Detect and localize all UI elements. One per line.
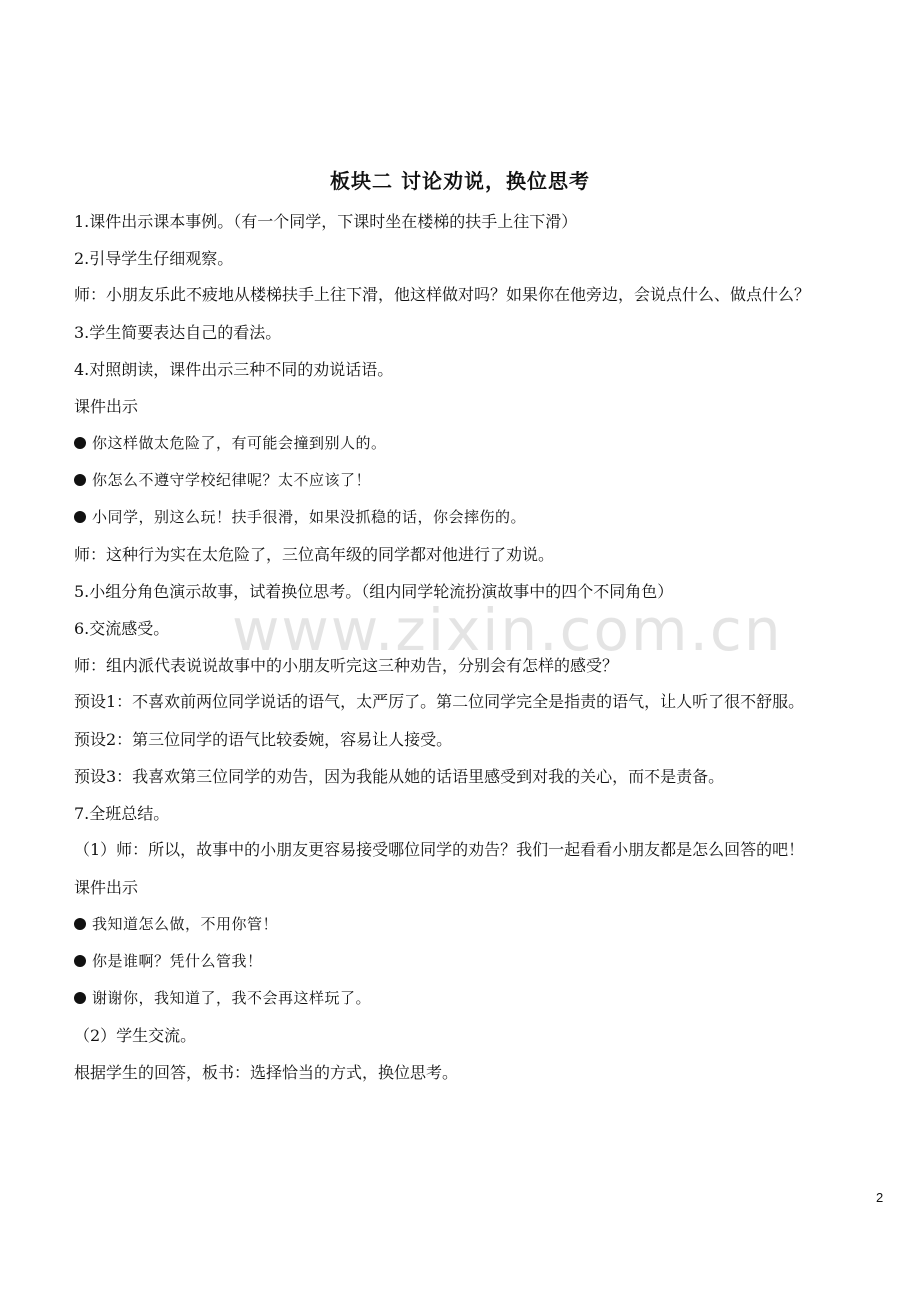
- paragraph: 2.引导学生仔细观察。: [74, 249, 234, 268]
- bullet-item: [36, 943, 886, 980]
- paragraph: 6.交流感受。: [74, 619, 170, 638]
- paragraph: 1.课件出示课本事例。（有一个同学，下课时坐在楼梯的扶手上往下滑）: [74, 212, 578, 231]
- bullet-text: 我知道怎么做，不用你管！: [92, 915, 279, 933]
- paragraph: 师：小朋友乐此不疲地从楼梯扶手上往下滑，他这样做对吗？如果你在他旁边，会说点什么、做点什么？: [74, 285, 811, 304]
- paragraph: 5.小组分角色演示故事，试着换位思考。（组内同学轮流扮演故事中的四个不同角色）: [74, 582, 674, 601]
- bullet-item: [36, 425, 886, 462]
- paragraph: 预设1：不喜欢前两位同学说话的语气，太严厉了。第二位同学完全是指责的语气，让人听了很不舒服。: [74, 692, 805, 711]
- bullet-dot-icon: [74, 992, 86, 1004]
- bullet-text: 你是谁啊？凭什么管我！: [92, 952, 263, 970]
- paragraph: 课件出示: [74, 878, 139, 897]
- bullet-text: 你这样做太危险了，有可能会撞到别人的。: [92, 434, 387, 452]
- paragraph: 预设3：我喜欢第三位同学的劝告，因为我能从她的话语里感受到对我的关心，而不是责备。: [74, 767, 725, 786]
- bullet-text: 小同学，别这么玩！扶手很滑，如果没抓稳的话，你会摔伤的。: [92, 508, 527, 526]
- paragraph: （2）学生交流。: [74, 1026, 197, 1045]
- paragraph: 7.全班总结。: [74, 804, 170, 823]
- paragraph: 预设2：第三位同学的语气比较委婉，容易让人接受。: [74, 730, 453, 749]
- bullet-dot-icon: [74, 474, 86, 486]
- bullet-dot-icon: [74, 437, 86, 449]
- bullet-dot-icon: [74, 955, 86, 967]
- page-number: 2: [876, 1190, 884, 1205]
- bullet-item: [36, 462, 886, 499]
- bullet-dot-icon: [74, 918, 86, 930]
- bullet-item: [36, 499, 886, 536]
- bullet-text: 你怎么不遵守学校纪律呢？太不应该了！: [92, 471, 372, 489]
- paragraph: 课件出示: [74, 397, 139, 416]
- document-body: [36, 203, 886, 1091]
- bullet-dot-icon: [74, 511, 86, 523]
- paragraph: 4.对照朗读，课件出示三种不同的劝说话语。: [74, 360, 394, 379]
- bullet-text: 谢谢你，我知道了，我不会再这样玩了。: [92, 989, 372, 1007]
- paragraph: 师：组内派代表说说故事中的小朋友听完这三种劝告，分别会有怎样的感受？: [74, 656, 619, 675]
- section-title: 板块二 讨论劝说，换位思考: [330, 169, 590, 193]
- bullet-item: [36, 906, 886, 943]
- paragraph: 根据学生的回答，板书：选择恰当的方式，换位思考。: [74, 1063, 459, 1082]
- watermark: www.zixin.com.cn: [232, 596, 783, 664]
- paragraph: 3.学生简要表达自己的看法。: [74, 323, 282, 342]
- paragraph: （1）师：所以，故事中的小朋友更容易接受哪位同学的劝告？我们一起看看小朋友都是怎么回答的吧！: [74, 840, 805, 859]
- bullet-item: [36, 980, 886, 1017]
- paragraph: 师：这种行为实在太危险了，三位高年级的同学都对他进行了劝说。: [74, 545, 555, 564]
